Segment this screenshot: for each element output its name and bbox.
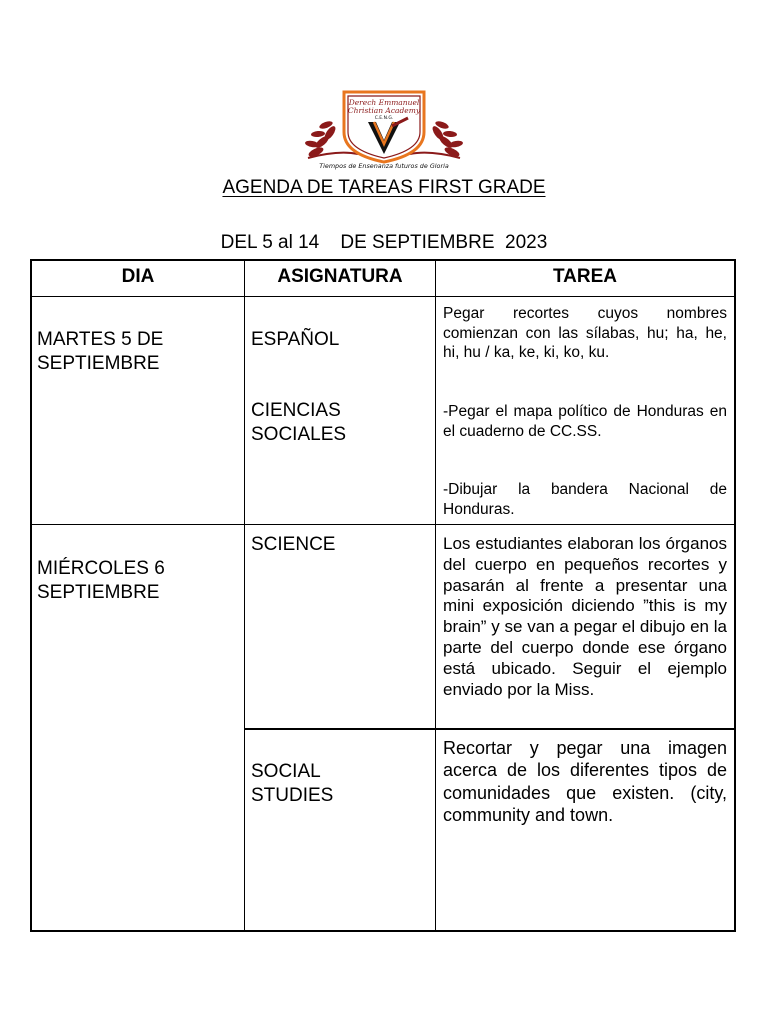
day-cell-miercoles: MIÉRCOLES 6 SEPTIEMBRE (37, 558, 165, 603)
task-ciencias-sociales-1: -Pegar el mapa político de Honduras en el cuaderno de CC.SS. (443, 403, 727, 440)
subject-espanol: ESPAÑOL (251, 329, 340, 350)
svg-text:C.E.N.G.: C.E.N.G. (374, 116, 394, 121)
svg-text:Christian Academy: Christian Academy (347, 106, 421, 115)
header-asignatura: ASIGNATURA (277, 266, 403, 287)
page-title: AGENDA DE TAREAS FIRST GRADE (222, 177, 546, 198)
svg-text:Tiempos de Ensenanza futuros d: Tiempos de Ensenanza futuros de Gloria (319, 162, 449, 170)
subject-social-studies: SOCIAL STUDIES (251, 761, 334, 806)
subject-ciencias-sociales: CIENCIAS SOCIALES (251, 400, 347, 445)
date-range: DEL 5 al 14 DE SEPTIEMBRE 2023 (220, 232, 548, 253)
svg-text:Derech Emmanuel: Derech Emmanuel (348, 98, 420, 107)
task-espanol: Pegar recortes cuyos nombres comienzan con las sílabas, hu; ha, he, hi, hu / ka, ke, ki, ko, ku. (443, 305, 727, 362)
task-social-studies: Recortar y pegar una imagen acerca de los diferentes tipos de comunidades que existen. (city, community and town. (443, 738, 727, 825)
header-dia: DIA (121, 266, 155, 287)
task-science: Los estudiantes elaboran los órganos del cuerpo en pequeños recortes y pasarán al frente a presentar una mini exposición diciendo ”this is my brain” y se van a pegar el dibujo en la parte del cuerpo donde ese órgano está ubicado. Seguir el ejemplo enviado por la Miss. (443, 534, 727, 699)
task-ciencias-sociales-2: -Dibujar la bandera Nacional de Honduras. (443, 481, 727, 518)
subject-science: SCIENCE (251, 534, 336, 555)
header-tarea: TAREA (552, 266, 618, 287)
day-cell-martes: MARTES 5 DE SEPTIEMBRE (37, 329, 164, 374)
